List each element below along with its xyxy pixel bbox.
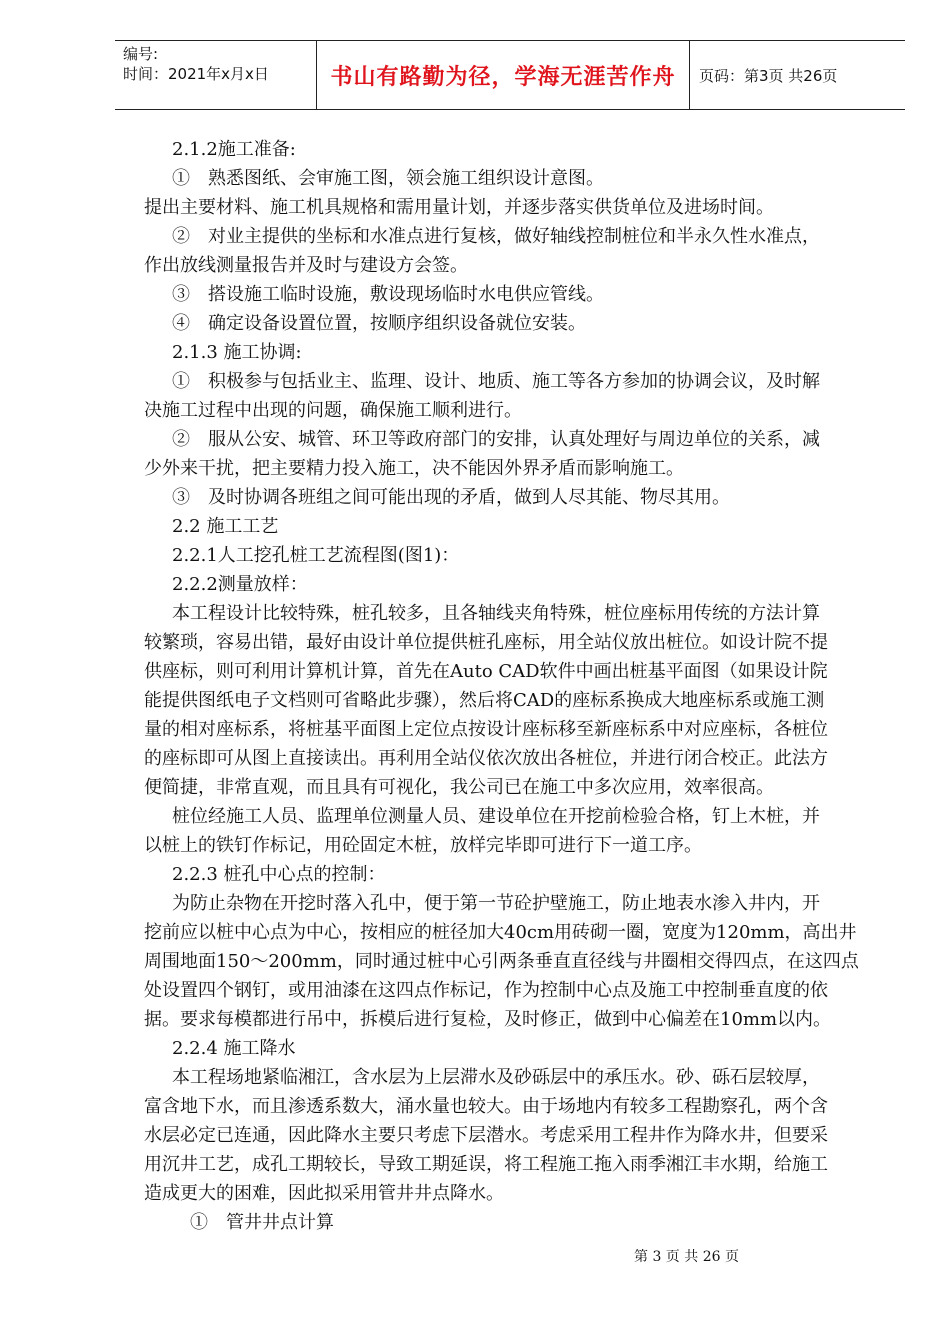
section-heading: 2.2 施工工艺 <box>172 516 279 537</box>
paragraph-line: 桩位经施工人员、监理单位测量人员、建设单位在开挖前检验合格，钉上木桩，并 <box>172 806 820 827</box>
paragraph-line: 便简捷，非常直观，而且具有可视化，我公司已在施工中多次应用，效率很高。 <box>144 777 774 798</box>
paragraph-line: 本工程设计比较特殊，桩孔较多，且各轴线夹角特殊，桩位座标用传统的方法计算 <box>172 603 820 624</box>
list-item: ① 熟悉图纸、会审施工图，领会施工组织设计意图。 <box>172 168 604 189</box>
paragraph-line: 周围地面150～200mm，同时通过桩中心引两条垂直直径线与井圈相交得四点，在这四点 <box>144 951 859 972</box>
list-item: ① 积极参与包括业主、监理、设计、地质、施工等各方参加的协调会议，及时解 <box>172 371 820 392</box>
paragraph-line: 处设置四个钢钉，或用油漆在这四点作标记，作为控制中心点及施工中控制垂直度的依 <box>144 980 828 1001</box>
header-motto: 书山有路勤为径，学海无涯苦作舟 <box>330 64 676 90</box>
time-label: 时间：2021年x月x日 <box>123 65 269 83</box>
paragraph-line: 供座标，则可利用计算机计算，首先在Auto CAD软件中画出桩基平面图（如果设计院 <box>144 661 828 682</box>
list-item: ③ 及时协调各班组之间可能出现的矛盾，做到人尽其能、物尽其用。 <box>172 487 730 508</box>
list-item: ④ 确定设备设置位置，按顺序组织设备就位安装。 <box>172 313 586 334</box>
section-heading: 2.1.2施工准备: <box>172 139 296 160</box>
paragraph-line: 较繁琐，容易出错，最好由设计单位提供桩孔座标，用全站仪放出桩位。如设计院不提 <box>144 632 828 653</box>
section-heading: 2.1.3 施工协调: <box>172 342 302 363</box>
section-heading: 2.2.1人工挖孔桩工艺流程图(图1)： <box>172 545 460 566</box>
paragraph-line: 提出主要材料、施工机具规格和需用量计划，并逐步落实供货单位及进场时间。 <box>144 197 774 218</box>
paragraph-line: 的座标即可从图上直接读出。再利用全站仪依次放出各桩位，并进行闭合校正。此法方 <box>144 748 828 769</box>
paragraph-line: 能提供图纸电子文档则可省略此步骤），然后将CAD的座标系换成大地座标系或施工测 <box>144 690 825 711</box>
paragraph-line: 本工程场地紧临湘江，含水层为上层滞水及砂砾层中的承压水。砂、砾石层较厚， <box>172 1067 820 1088</box>
paragraph-line: 以桩上的铁钉作标记，用砼固定木桩，放样完毕即可进行下一道工序。 <box>144 835 702 856</box>
paragraph-line: 为防止杂物在开挖时落入孔中，便于第一节砼护壁施工，防止地表水渗入井内，开 <box>172 893 820 914</box>
list-item: ② 对业主提供的坐标和水准点进行复核，做好轴线控制桩位和半永久性水准点， <box>172 226 820 247</box>
list-item: ① 管井井点计算 <box>190 1212 334 1233</box>
section-heading: 2.2.2测量放样： <box>172 574 308 595</box>
paragraph-line: 少外来干扰，把主要精力投入施工，决不能因外界矛盾而影响施工。 <box>144 458 684 479</box>
header-page-label: 页码：第3页 共26页 <box>699 67 838 85</box>
page-footer: 第 3 页 共 26 页 <box>634 1249 739 1265</box>
paragraph-line: 用沉井工艺，成孔工期较长，导致工期延误，将工程施工拖入雨季湘江丰水期，给施工 <box>144 1154 828 1175</box>
paragraph-line: 作出放线测量报告并及时与建设方会签。 <box>144 255 468 276</box>
paragraph-line: 决施工过程中出现的问题，确保施工顺利进行。 <box>144 400 522 421</box>
header-divider <box>689 41 690 109</box>
paragraph-line: 造成更大的困难，因此拟采用管井井点降水。 <box>144 1183 504 1204</box>
page-header <box>115 40 905 110</box>
paragraph-line: 据。要求每模都进行吊中，拆模后进行复检，及时修正，做到中心偏差在10mm以内。 <box>144 1009 832 1030</box>
paragraph-line: 水层必定已连通，因此降水主要只考虑下层潜水。考虑采用工程井作为降水井，但要采 <box>144 1125 828 1146</box>
paragraph-line: 挖前应以桩中心点为中心，按相应的桩径加大40cm用砖砌一圈，宽度为120mm，高出井 <box>144 922 857 943</box>
serial-label: 编号: <box>123 45 159 63</box>
header-info-cell <box>115 41 315 109</box>
section-heading: 2.2.4 施工降水 <box>172 1038 296 1059</box>
paragraph-line: 量的相对座标系，将桩基平面图上定位点按设计座标移至新座标系中对应座标，各桩位 <box>144 719 828 740</box>
list-item: ③ 搭设施工临时设施，敷设现场临时水电供应管线。 <box>172 284 604 305</box>
paragraph-line: 富含地下水，而且渗透系数大，涌水量也较大。由于场地内有较多工程勘察孔，两个含 <box>144 1096 828 1117</box>
section-heading: 2.2.3 桩孔中心点的控制： <box>172 864 386 885</box>
list-item: ② 服从公安、城管、环卫等政府部门的安排，认真处理好与周边单位的关系，减 <box>172 429 820 450</box>
